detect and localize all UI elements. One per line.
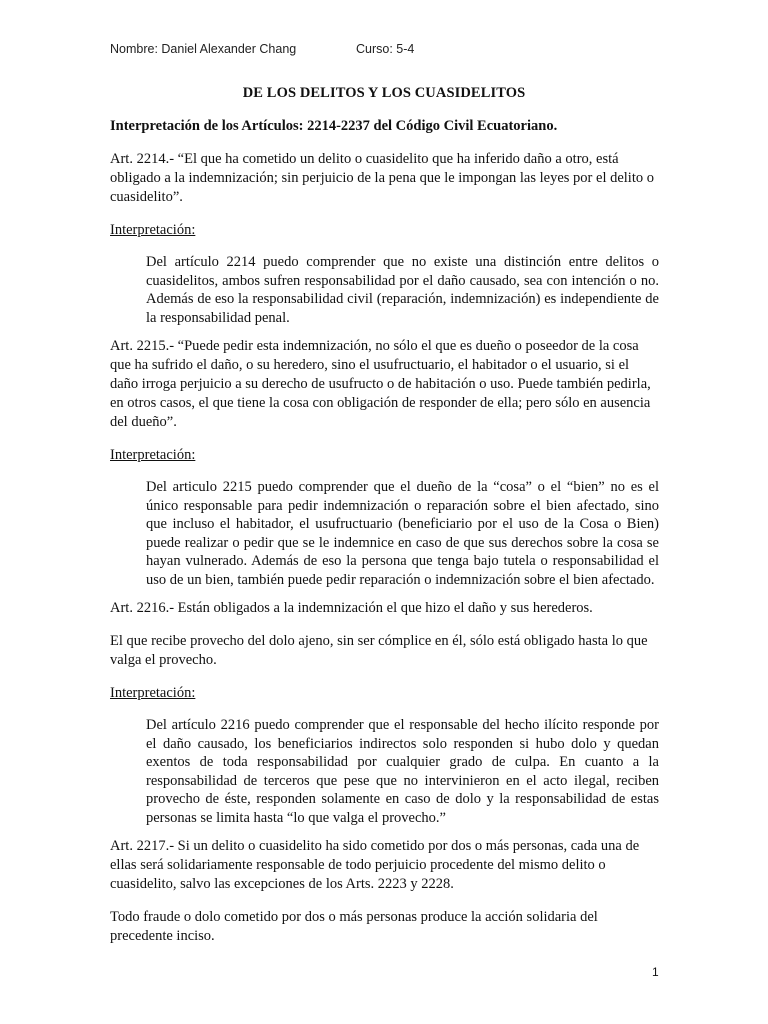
page-header — [110, 42, 415, 56]
document-subtitle: Interpretación de los Artículos: 2214-2237 del Código Civil Ecuatoriano. — [110, 118, 558, 134]
page-number: 1 — [652, 965, 659, 979]
article-2216: Art. 2216.- Están obligados a la indemnización el que hizo el daño y sus herederos. — [110, 600, 593, 616]
interpretation-2216: Del artículo 2216 puedo comprender que el responsable del hecho ilícito responde por el daño causado, los beneficiarios indirectos solo responden si hubo dolo y quedan exentos de toda responsabilidad por cualquier grado de culpa. En cuanto a la responsabilidad de terceros que pese que no intervinieron en el acto ilegal, reciben provecho de éste, responden solamente en caso de dolo y la responsabilidad de estas personas se limita hasta “lo que valga el provecho.” — [146, 717, 659, 826]
article-2214: Art. 2214.- “El que ha cometido un delito o cuasidelito que ha inferido daño a otro, está obligado a la indemnización; sin perjuicio de la pena que le impongan las leyes por el delito o cuasidelito”. — [110, 151, 654, 205]
article-2217: Art. 2217.- Si un delito o cuasidelito ha sido cometido por dos o más personas, cada una de ellas será solidariamente responsable de todo perjuicio procedente del mismo delito o cuasidelito, salvo las excepciones de los Arts. 2223 y 2228. — [110, 838, 640, 892]
student-name: Nombre: Daniel Alexander Chang — [110, 42, 297, 56]
document-body — [110, 117, 659, 960]
interpretation-label: Interpretación: — [110, 447, 196, 463]
article-2216-paragraph-2: El que recibe provecho del dolo ajeno, sin ser cómplice en él, sólo está obligado hasta lo que valga el provecho. — [110, 633, 648, 668]
course-label: Curso: 5-4 — [356, 42, 415, 56]
document-title: DE LOS DELITOS Y LOS CUASIDELITOS — [242, 85, 526, 101]
article-2215: Art. 2215.- “Puede pedir esta indemnización, no sólo el que es dueño o poseedor de la cosa que ha sufrido el daño, o su heredero, sino el usufructuario, el habitador o el usuario, si el daño irroga perjuicio a su derecho de usufructo o de habitación o uso. Puede también pedirla, en otros casos, el que tiene la cosa con obligación de responder de ella; pero sólo en ausencia del dueño”. — [110, 338, 651, 430]
interpretation-label: Interpretación: — [110, 222, 196, 238]
article-2217-paragraph-2: Todo fraude o dolo cometido por dos o más personas produce la acción solidaria del precedente inciso. — [110, 909, 598, 944]
interpretation-2214: Del artículo 2214 puedo comprender que no existe una distinción entre delitos o cuasidelitos, ambos sufren responsabilidad por el daño causado, sea con intención o no. Además de eso la responsabilidad civil (reparación, indemnización) es independiente de la responsabilidad penal. — [146, 254, 659, 326]
interpretation-2215: Del articulo 2215 puedo comprender que el dueño de la “cosa” o el “bien” no es el único responsable para pedir indemnización o reparación sobre el bien afectado, sino que incluso el habitador, el usufructuario (beneficiario por el uso de la Cosa o Bien) puede realizar o pedir que se le indemnice en caso de que sus derechos sobre la cosa se hayan vulnerado. Además de eso la persona que tenga bajo tutela o responsabilidad el uso de un bien, también puede pedir reparación o indemnización sobre el bien afectado. — [146, 479, 659, 588]
interpretation-label: Interpretación: — [110, 685, 196, 701]
